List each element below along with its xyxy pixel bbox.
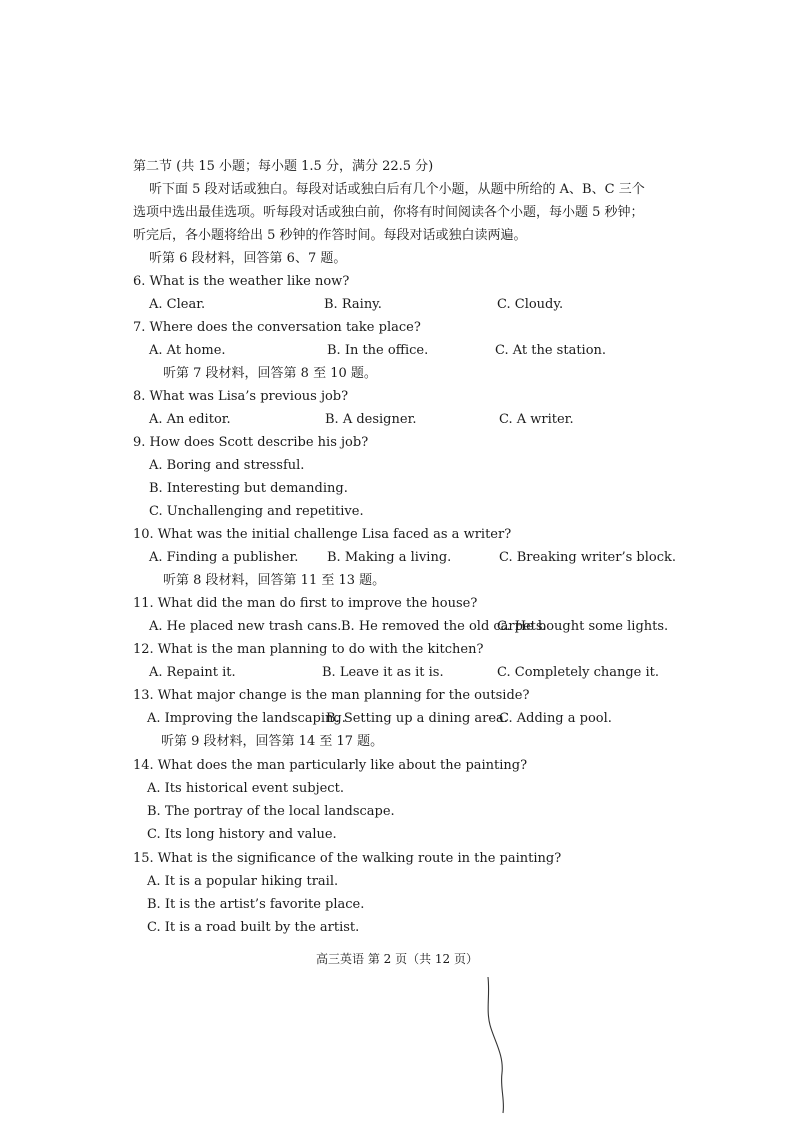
section-header: 第二节 (共 15 小题；每小题 1.5 分，满分 22.5 分) <box>133 159 434 174</box>
material-note: 听第 8 段材料，回答第 11 至 13 题。 <box>163 573 386 588</box>
material-note: 听第 6 段材料，回答第 6、7 题。 <box>149 251 347 266</box>
option-a: A. Improving the landscaping. <box>147 711 346 726</box>
question-stem: 15. What is the significance of the walking route in the painting? <box>133 851 562 866</box>
material-note: 听第 9 段材料，回答第 14 至 17 题。 <box>161 734 384 749</box>
option-a: A. He placed new trash cans. <box>149 619 342 634</box>
option-c: C. Completely change it. <box>497 665 660 680</box>
option-c: C. It is a road built by the artist. <box>147 920 360 935</box>
option-b: B. Making a living. <box>327 550 452 565</box>
question-stem: 14. What does the man particularly like about the painting? <box>133 758 528 773</box>
option-a: A. Boring and stressful. <box>149 458 305 473</box>
question-stem: 12. What is the man planning to do with the kitchen? <box>133 642 484 657</box>
question-stem: 13. What major change is the man planning for the outside? <box>133 688 530 703</box>
option-c: C. Unchallenging and repetitive. <box>149 504 364 519</box>
option-c: C. He bought some lights. <box>497 619 669 634</box>
question-stem: 10. What was the initial challenge Lisa faced as a writer? <box>133 527 512 542</box>
option-b: B. He removed the old carpets. <box>341 619 547 634</box>
pen-mark <box>478 975 518 1115</box>
option-a: A. Its historical event subject. <box>147 781 344 796</box>
option-b: B. Rainy. <box>324 297 382 312</box>
material-note: 听第 7 段材料，回答第 8 至 10 题。 <box>163 366 377 381</box>
option-b: B. Setting up a dining area. <box>326 711 508 726</box>
page-footer: 高三英语 第 2 页（共 12 页） <box>316 952 478 966</box>
instruction-line: 选项中选出最佳选项。听每段对话或独白前，你将有时间阅读各个小题，每小题 5 秒钟； <box>133 205 644 220</box>
option-a: A. It is a popular hiking trail. <box>147 874 339 889</box>
option-a: A. At home. <box>149 343 226 358</box>
option-b: B. Interesting but demanding. <box>149 481 348 496</box>
question-stem: 8. What was Lisa’s previous job? <box>133 389 349 404</box>
option-c: C. Its long history and value. <box>147 827 337 842</box>
option-b: B. A designer. <box>325 412 417 427</box>
question-stem: 7. Where does the conversation take place? <box>133 320 421 335</box>
option-c: C. Cloudy. <box>497 297 564 312</box>
question-stem: 9. How does Scott describe his job? <box>133 435 369 450</box>
option-c: C. At the station. <box>495 343 607 358</box>
option-a: A. Finding a publisher. <box>149 550 299 565</box>
instruction-line: 听下面 5 段对话或独白。每段对话或独白后有几个小题，从题中所给的 A、B、C 三个 <box>149 182 645 197</box>
option-b: B. The portray of the local landscape. <box>147 804 395 819</box>
question-stem: 6. What is the weather like now? <box>133 274 350 289</box>
option-c: C. Adding a pool. <box>499 711 612 726</box>
option-c: C. A writer. <box>499 412 574 427</box>
question-stem: 11. What did the man do first to improve the house? <box>133 596 478 611</box>
option-a: A. Clear. <box>149 297 206 312</box>
option-c: C. Breaking writer’s block. <box>499 550 676 565</box>
instruction-line: 听完后，各小题将给出 5 秒钟的作答时间。每段对话或独白读两遍。 <box>133 228 527 243</box>
option-b: B. Leave it as it is. <box>322 665 444 680</box>
option-a: A. An editor. <box>149 412 231 427</box>
option-b: B. In the office. <box>327 343 429 358</box>
option-a: A. Repaint it. <box>149 665 236 680</box>
option-b: B. It is the artist’s favorite place. <box>147 897 365 912</box>
